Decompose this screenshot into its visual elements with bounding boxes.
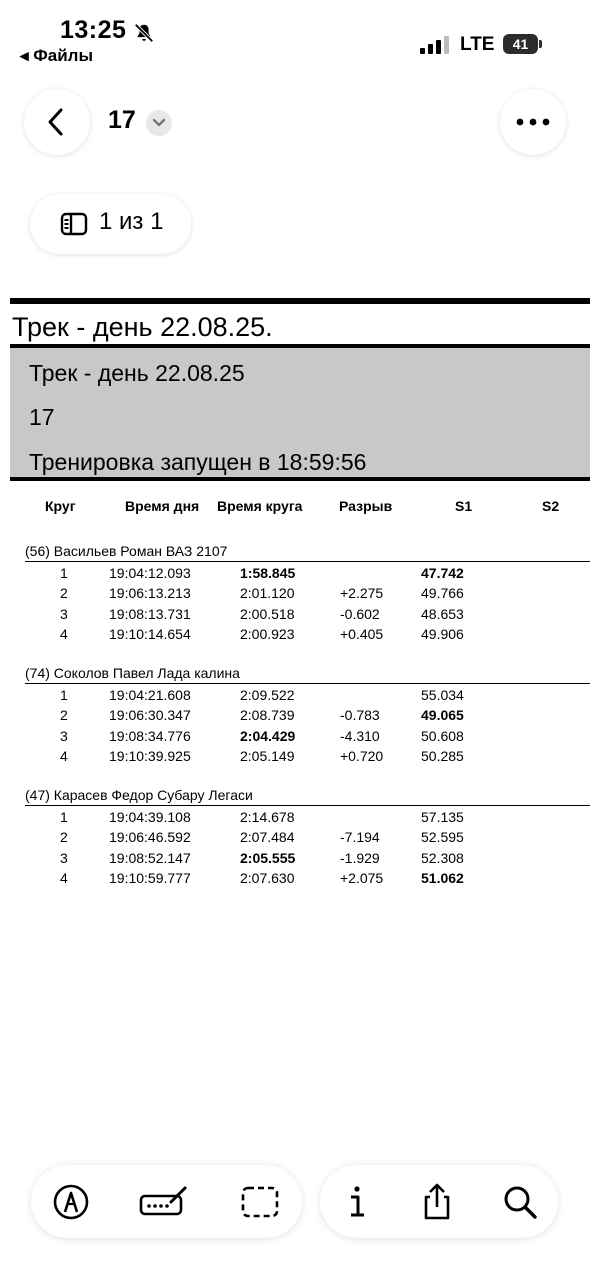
page-indicator-button[interactable] <box>30 194 191 254</box>
back-chevron-icon <box>44 107 70 137</box>
time-of-day: 19:08:52.147 <box>109 849 191 866</box>
sector1-time: 48.653 <box>421 605 464 622</box>
sector1-time: 47.742 <box>421 565 464 581</box>
column-header-lap-time: Время круга <box>217 498 303 514</box>
page-indicator-label: 1 из 1 <box>99 208 164 235</box>
session-start: Тренировка запущен в 18:59:56 <box>29 449 367 475</box>
document-title[interactable]: 17 <box>108 106 136 134</box>
more-button[interactable] <box>500 89 566 155</box>
lap-number: 3 <box>60 727 68 744</box>
column-header-lap: Круг <box>45 498 76 514</box>
gap: -0.783 <box>340 707 380 724</box>
info-icon[interactable] <box>337 1182 377 1222</box>
time-of-day: 19:10:39.925 <box>109 747 191 764</box>
gap: -1.929 <box>340 849 380 866</box>
sidebar-icon <box>60 212 88 236</box>
sector1-time: 49.906 <box>421 625 464 642</box>
sector1-time: 49.766 <box>421 585 464 602</box>
column-header-time-of-day: Время дня <box>125 498 200 514</box>
driver-rule <box>25 805 590 806</box>
session-number: 17 <box>29 404 55 430</box>
lap-number: 3 <box>60 605 68 622</box>
lap-time: 2:04.429 <box>240 727 296 744</box>
lap-number: 4 <box>60 747 68 764</box>
column-header-gap: Разрыв <box>339 498 393 514</box>
gap: -4.310 <box>340 727 380 744</box>
gap: +2.075 <box>340 869 384 886</box>
driver-rule <box>25 561 590 562</box>
sector1-time: 51.062 <box>421 869 464 886</box>
lap-time: 2:07.484 <box>240 829 295 846</box>
session-info-box <box>10 348 590 477</box>
lap-time: 2:08.739 <box>240 707 295 724</box>
time-of-day: 19:06:30.347 <box>109 707 191 724</box>
column-header-s1: S1 <box>455 498 473 514</box>
sector1-time: 50.608 <box>421 727 464 744</box>
lap-number: 1 <box>60 565 68 581</box>
back-button[interactable] <box>24 89 90 155</box>
column-header-s2: S2 <box>542 498 560 514</box>
session-track: Трек - день 22.08.25 <box>29 360 245 386</box>
lap-number: 4 <box>60 869 68 886</box>
time-of-day: 19:06:13.213 <box>109 585 191 602</box>
chevron-down-icon <box>152 118 166 128</box>
lap-time: 2:07.630 <box>240 869 295 886</box>
gap: +2.275 <box>340 585 384 602</box>
info-bottom-rule <box>10 477 590 481</box>
lap-number: 2 <box>60 585 68 602</box>
selection-icon[interactable] <box>240 1182 280 1222</box>
sector1-time: 52.308 <box>421 849 464 866</box>
lap-time: 2:05.149 <box>240 747 295 764</box>
battery-level: 41 <box>503 34 538 54</box>
time-of-day: 19:08:34.776 <box>109 727 191 744</box>
sector1-time: 49.065 <box>421 707 464 724</box>
driver-name: (56) Васильев Роман ВАЗ 2107 <box>25 543 228 559</box>
gap: -7.194 <box>340 829 380 846</box>
bell-slash-icon <box>133 22 155 44</box>
driver-name: (47) Карасев Федор Субару Легаси <box>25 787 253 803</box>
lap-number: 1 <box>60 687 68 703</box>
gap: +0.405 <box>340 625 384 642</box>
lap-time: 2:09.522 <box>240 687 295 703</box>
battery-icon <box>503 34 543 54</box>
sector1-time: 50.285 <box>421 747 464 764</box>
lap-time: 2:00.923 <box>240 625 295 642</box>
gap: -0.602 <box>340 605 380 622</box>
sector1-time: 55.034 <box>421 687 464 703</box>
time-of-day: 19:04:21.608 <box>109 687 191 703</box>
share-icon[interactable] <box>417 1182 457 1222</box>
back-to-files-link[interactable]: ◂ Файлы <box>20 46 93 65</box>
status-time: 13:25 <box>60 16 127 44</box>
time-of-day: 19:10:59.777 <box>109 869 191 886</box>
lap-number: 2 <box>60 707 68 724</box>
network-type: LTE <box>460 34 495 55</box>
document-heading: Трек - день 22.08.25. <box>12 312 273 342</box>
time-of-day: 19:04:39.108 <box>109 809 191 825</box>
time-of-day: 19:04:12.093 <box>109 565 191 581</box>
lap-time: 2:05.555 <box>240 849 296 866</box>
driver-rule <box>25 683 590 684</box>
driver-name: (74) Соколов Павел Лада калина <box>25 665 240 681</box>
lap-time: 2:14.678 <box>240 809 295 825</box>
title-menu-button[interactable] <box>146 110 172 136</box>
signal-icon <box>420 36 450 54</box>
lap-number: 1 <box>60 809 68 825</box>
time-of-day: 19:10:14.654 <box>109 625 191 642</box>
sector1-time: 52.595 <box>421 829 464 846</box>
search-icon[interactable] <box>500 1182 540 1222</box>
markup-icon[interactable] <box>51 1182 91 1222</box>
text-entry-icon[interactable] <box>139 1182 189 1222</box>
lap-number: 3 <box>60 849 68 866</box>
lap-time: 1:58.845 <box>240 565 296 581</box>
time-of-day: 19:08:13.731 <box>109 605 191 622</box>
gap: +0.720 <box>340 747 384 764</box>
lap-time: 2:01.120 <box>240 585 295 602</box>
status-bar <box>0 0 590 70</box>
sector1-time: 57.135 <box>421 809 464 825</box>
lap-number: 4 <box>60 625 68 642</box>
lap-number: 2 <box>60 829 68 846</box>
time-of-day: 19:06:46.592 <box>109 829 191 846</box>
more-icon <box>516 118 550 126</box>
lap-time: 2:00.518 <box>240 605 295 622</box>
top-rule <box>10 298 590 304</box>
